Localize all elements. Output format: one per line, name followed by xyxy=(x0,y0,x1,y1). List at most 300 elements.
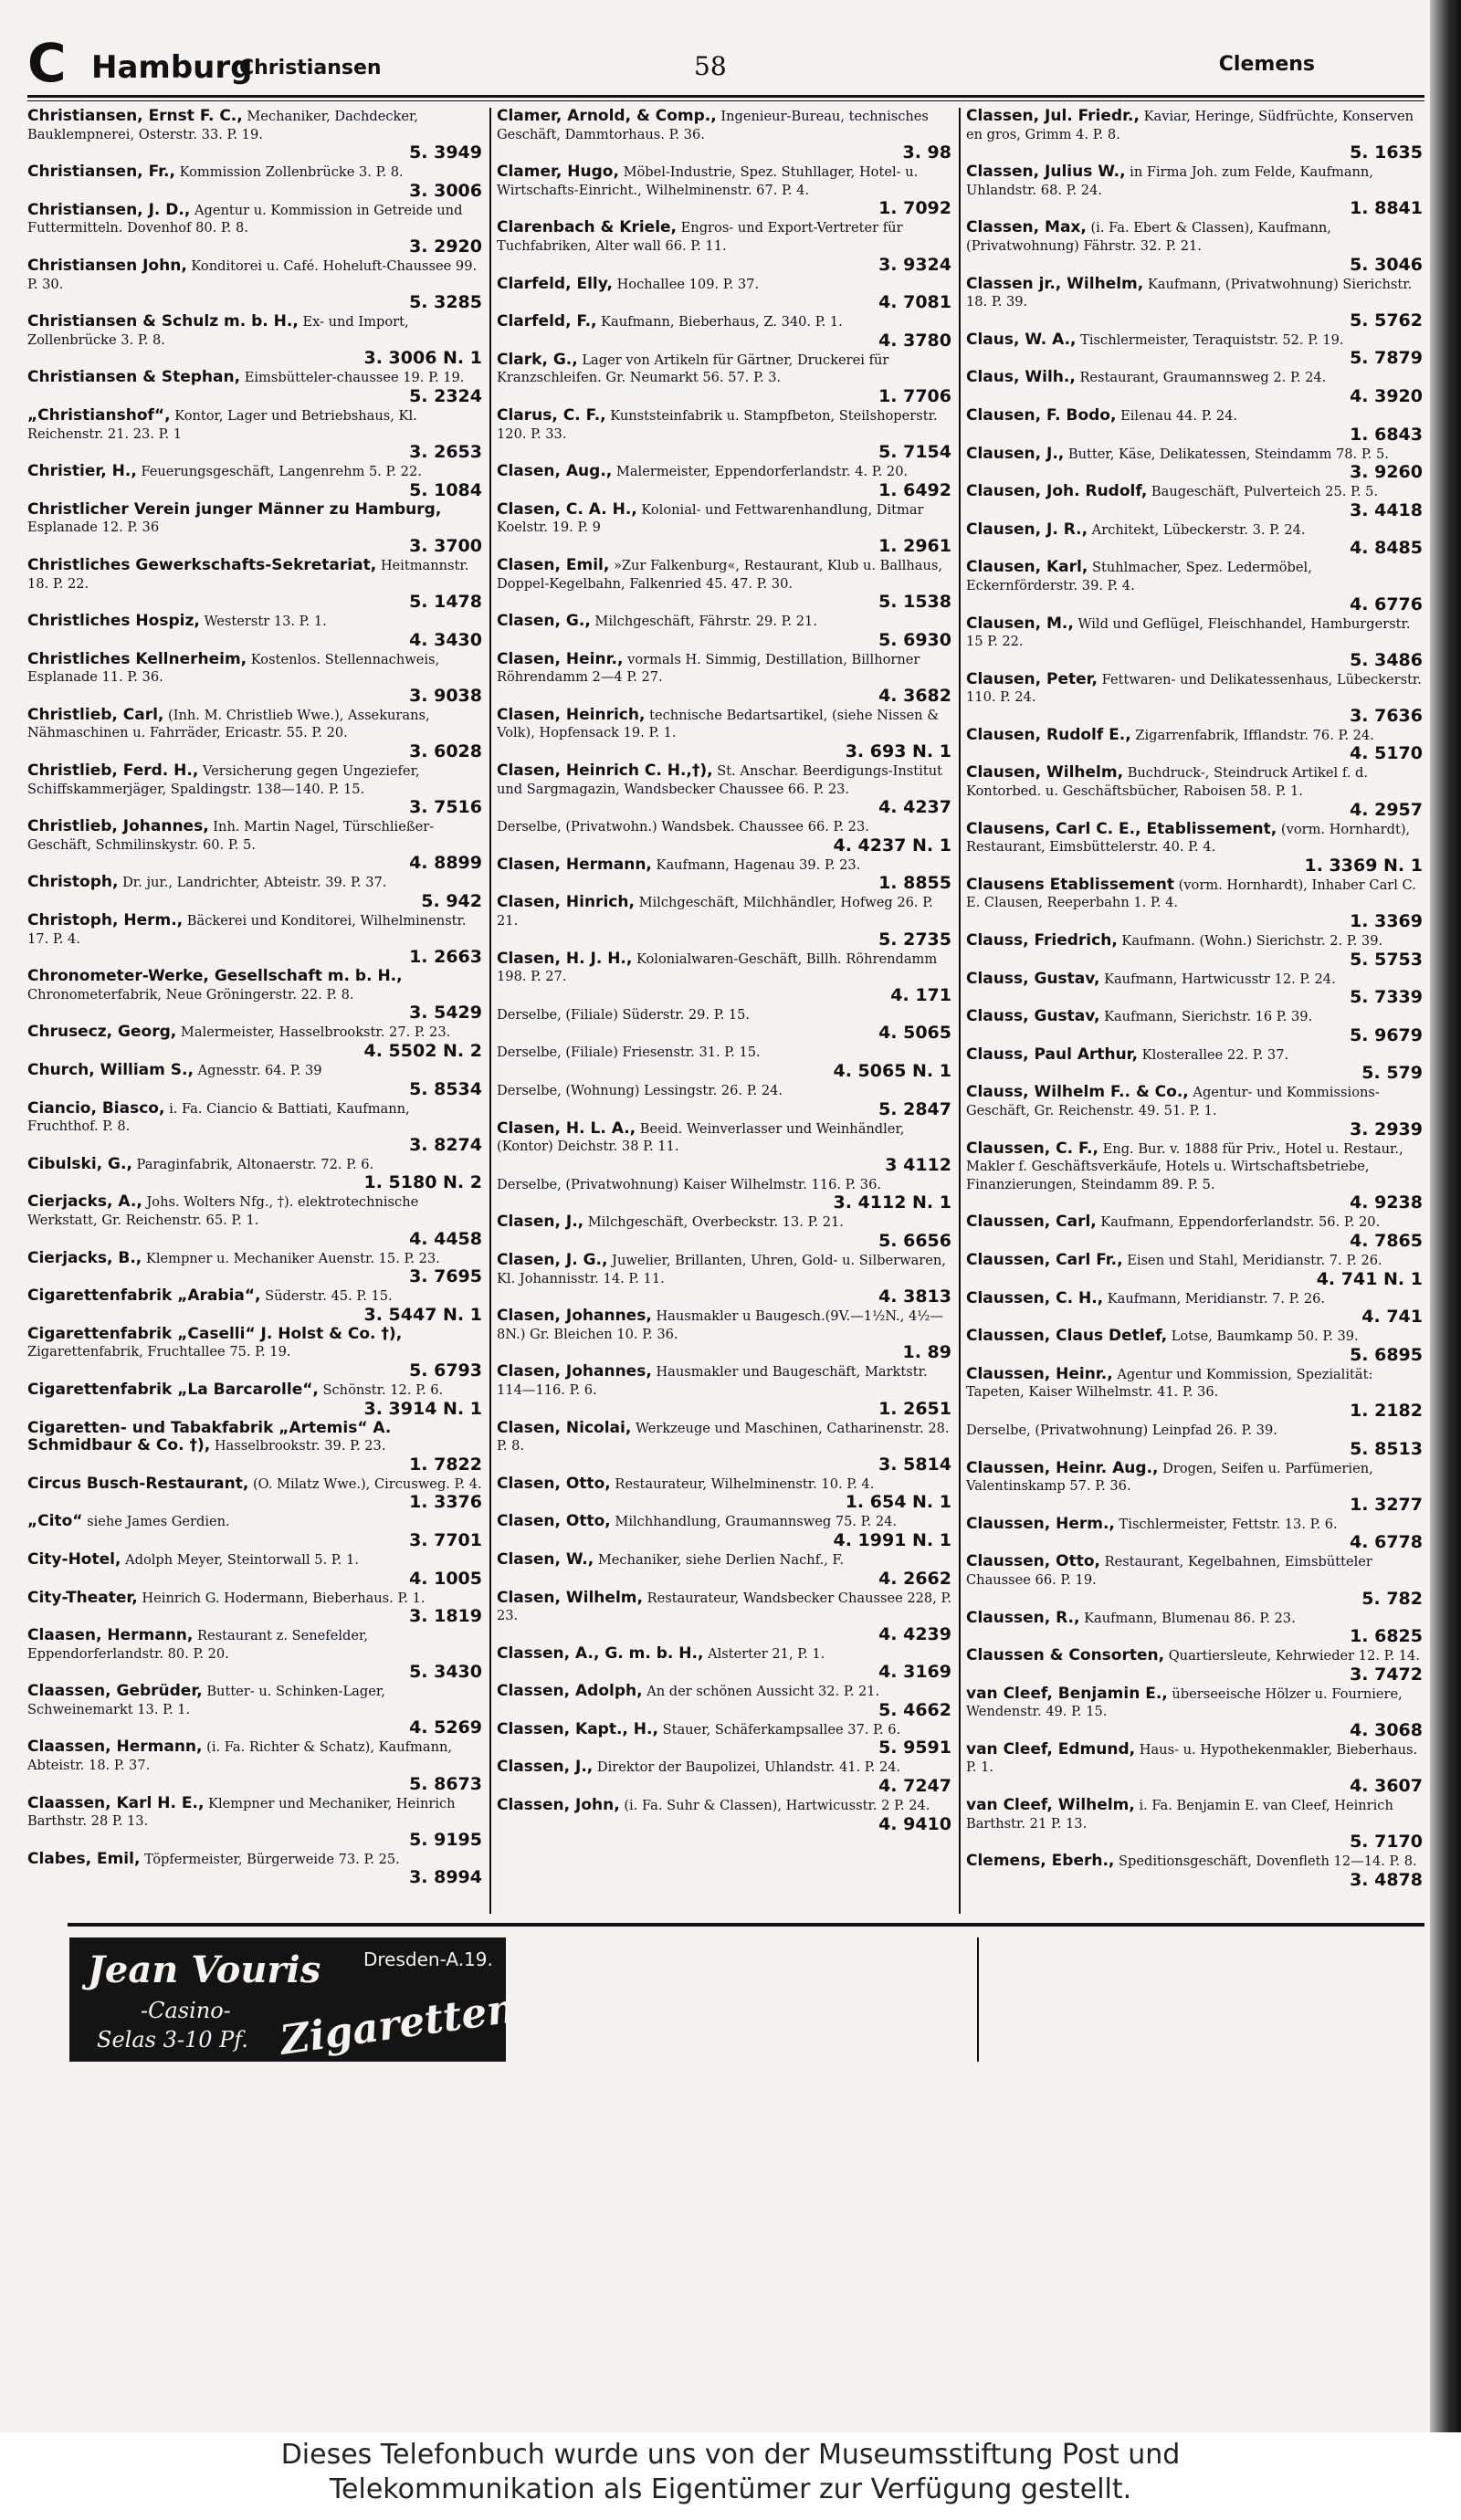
listing-entry xyxy=(27,874,482,910)
listing-entry xyxy=(497,501,951,555)
entry-text xyxy=(966,932,1423,950)
listing-entry xyxy=(497,651,951,705)
entry-text xyxy=(497,1176,951,1194)
phone-number: 4. 8485 xyxy=(1350,538,1423,559)
ad-price: Selas 3-10 Pf. xyxy=(97,2027,248,2053)
column-divider xyxy=(489,108,491,1914)
entry-details: Kaufmann, Hartwicusstr 12. P. 24. xyxy=(1104,971,1336,987)
entry-text xyxy=(966,163,1423,199)
entry-text xyxy=(27,1100,482,1136)
entry-text xyxy=(497,1797,951,1815)
entry-text xyxy=(966,877,1423,912)
phone-number: 1. 6843 xyxy=(1350,424,1423,445)
phone-number: 3. 98 xyxy=(902,142,951,163)
entry-name: Classen, J., xyxy=(497,1758,594,1777)
entry-text xyxy=(497,1363,951,1399)
entry-name: Cierjacks, B., xyxy=(27,1248,142,1267)
entry-name: Claussen, R., xyxy=(966,1608,1080,1627)
phone-number: 5. 3285 xyxy=(409,292,482,313)
entry-details: Klempner und Mechaniker, Heinrich Barthstr. 28 P. 13. xyxy=(27,1795,456,1830)
listing-entry xyxy=(497,1683,951,1719)
entry-text xyxy=(966,1008,1423,1026)
phone-number: 5. 3046 xyxy=(1350,254,1423,275)
phone-number: 1. 89 xyxy=(902,1342,951,1363)
phone-number: 5. 6895 xyxy=(1350,1344,1423,1365)
listing-entry xyxy=(27,613,482,649)
phone-number: 4. 3780 xyxy=(878,330,951,351)
listing-entry xyxy=(497,1006,951,1043)
entry-name: Clamer, Hugo, xyxy=(497,163,619,182)
page-number: 58 xyxy=(694,51,727,81)
phone-number: 5. 3430 xyxy=(409,1662,482,1683)
listing-entry xyxy=(27,1627,482,1681)
entry-text xyxy=(966,821,1423,856)
entry-name: Claussen, Heinr. Aug., xyxy=(966,1458,1159,1477)
entry-details: Mechaniker, Dachdecker, Bauklempnerei, Osterstr. 33. P. 19. xyxy=(27,109,419,142)
phone-number: 1. 7706 xyxy=(878,385,951,406)
entry-text xyxy=(27,762,482,798)
listing-entry xyxy=(27,1795,482,1849)
entry-text xyxy=(497,108,951,143)
page-header xyxy=(27,32,1315,94)
entry-name: Clasen, Heinrich, xyxy=(497,705,646,724)
phone-number: 3. 8274 xyxy=(409,1134,482,1155)
listing-entry xyxy=(497,1797,951,1833)
entry-text xyxy=(966,1328,1423,1346)
last-entry-guide: Clemens xyxy=(1218,53,1315,76)
entry-details: Alsterter 21, P. 1. xyxy=(708,1645,825,1662)
entry-details: in Firma Joh. zum Felde, Kaufmann, Uhlandstr. 68. P. 24. xyxy=(966,164,1373,198)
phone-number: 1. 6825 xyxy=(1350,1626,1423,1647)
listing-entry xyxy=(966,1516,1423,1552)
phone-number: 5. 7170 xyxy=(1350,1832,1423,1853)
entry-details: i. Fa. Ciancio & Battiati, Kaufmann, Fruchthof. P. 8. xyxy=(27,1100,410,1135)
listing-entry xyxy=(27,1683,482,1737)
entry-text xyxy=(497,219,951,255)
listing-entry xyxy=(497,1307,951,1361)
listing-entry xyxy=(27,1250,482,1286)
entry-name: Clasen, W., xyxy=(497,1549,594,1569)
listing-entry xyxy=(27,1381,482,1418)
entry-text xyxy=(497,1645,951,1664)
entry-details: Tischlermeister, Teraquiststr. 52. P. 19. xyxy=(1080,331,1344,348)
phone-number: 3. 6028 xyxy=(409,741,482,762)
entry-name: Christliches Hospiz, xyxy=(27,612,200,631)
entry-text xyxy=(27,1381,482,1400)
entry-details: Eng. Bur. v. 1888 für Priv., Hotel u. Restaur., Makler f. Geschäftsverkäufe, Hotels u. Wirtschaftsbetriebe, Finanzierungen, Steindamm 89. P. 5. xyxy=(966,1140,1403,1192)
phone-number: 4. 7081 xyxy=(878,292,951,313)
scan-footer xyxy=(0,2432,1461,2520)
listing-entry xyxy=(27,407,482,461)
entry-text xyxy=(27,369,482,387)
entry-name: Clausen, M., xyxy=(966,614,1074,633)
phone-number: 4. 1005 xyxy=(409,1568,482,1589)
phone-number: 1. 7092 xyxy=(878,198,951,219)
entry-details: Zigarrenfabrik, Ifflandstr. 76. P. 24. xyxy=(1135,727,1374,743)
entry-details: Ingenieur-Bureau, technisches Geschäft, Dammtorhaus. P. 36. xyxy=(497,109,929,142)
entry-details: Kostenlos. Stellennachweis, Esplanade 11. P. 36. xyxy=(27,651,440,686)
entry-name: „Christianshof“, xyxy=(27,405,171,425)
cigarette-advertisement xyxy=(69,1937,520,2064)
phone-number: 4. 741 N. 1 xyxy=(1316,1268,1423,1289)
listing-entry xyxy=(966,932,1423,969)
entry-name: Clark, G., xyxy=(497,350,578,369)
entry-details: (i. Fa. Richter & Schatz), Kaufmann, Abteistr. 18. P. 37. xyxy=(27,1739,453,1774)
entry-name: Christiansen, J. D., xyxy=(27,200,191,219)
listing-entry xyxy=(966,369,1423,405)
entry-name: Clauss, Friedrich, xyxy=(966,931,1118,950)
entry-text xyxy=(497,463,951,481)
phone-number: 4. 7247 xyxy=(878,1776,951,1797)
listing-entry xyxy=(966,219,1423,273)
entry-name: Claussen & Consorten, xyxy=(966,1646,1165,1665)
phone-number: 4. 3068 xyxy=(1350,1719,1423,1740)
phone-number: 3. 7701 xyxy=(409,1529,482,1550)
phone-number: 1. 2961 xyxy=(878,535,951,556)
ad-brand: Jean Vouris xyxy=(88,1948,321,1991)
entry-details: Kaufmann, Bieberhaus, Z. 340. P. 1. xyxy=(601,314,843,331)
phone-number: 1. 3369 xyxy=(1350,911,1423,932)
entry-name: Clemens, Eberh., xyxy=(966,1852,1115,1871)
listing-entry xyxy=(497,818,951,855)
entry-details: Agentur und Kommission, Spezialität: Tapeten, Kaiser Wilhelmstr. 41. P. 36. xyxy=(966,1366,1373,1401)
entry-name: Christlieb, Carl, xyxy=(27,705,164,724)
entry-text xyxy=(966,1422,1423,1440)
entry-text xyxy=(966,1213,1423,1232)
listing-entry xyxy=(966,559,1423,613)
phone-number: 4. 4458 xyxy=(409,1228,482,1249)
entry-text xyxy=(966,1140,1423,1194)
entry-details: Milchgeschäft, Fährstr. 29. P. 21. xyxy=(594,614,817,630)
entry-text xyxy=(966,671,1423,707)
entry-name: Clausen, F. Bodo, xyxy=(966,405,1117,425)
entry-name: Clarus, C. F., xyxy=(497,405,606,425)
entry-name: Christoph, Herm., xyxy=(27,911,184,930)
phone-number: 5. 6793 xyxy=(409,1360,482,1381)
entry-details: Stuhlmacher, Spez. Ledermöbel, Eckernförderstr. 39. P. 4. xyxy=(966,560,1312,593)
phone-number: 4. 5269 xyxy=(409,1717,482,1738)
listing-entry xyxy=(27,762,482,816)
entry-text xyxy=(497,1683,951,1701)
entry-details: Milchgeschäft, Overbeckstr. 13. P. 21. xyxy=(587,1214,844,1231)
entry-details: Johs. Wolters Nfg., †). elektrotechnische Werkstatt, Gr. Reichenstr. 65. P. 1. xyxy=(27,1194,419,1228)
entry-text xyxy=(497,1120,951,1156)
entry-text xyxy=(27,1851,482,1869)
entry-details: Dr. jur., Landrichter, Abteistr. 39. P. 37. xyxy=(122,875,387,891)
listing-entry xyxy=(27,1738,482,1792)
listing-entry xyxy=(497,1551,951,1588)
entry-text xyxy=(27,707,482,742)
entry-name: Christlieb, Ferd. H., xyxy=(27,761,199,781)
ad-product: Zigaretten xyxy=(277,1985,520,2064)
listing-entry xyxy=(27,1590,482,1626)
entry-text xyxy=(27,501,482,537)
entry-details: Engros- und Export-Vertreter für Tuchfabriken, Alter wall 66. P. 11. xyxy=(497,220,903,254)
entry-text xyxy=(497,818,951,836)
entry-details: (i. Fa. Ebert & Classen), Kaufmann, (Privatwohnung) Fährstr. 32. P. 21. xyxy=(966,220,1331,254)
listing-entry xyxy=(497,1176,951,1213)
phone-number: 1. 3376 xyxy=(409,1492,482,1513)
entry-details: Werkzeuge und Maschinen, Catharinenstr. 28. P. 8. xyxy=(497,1420,950,1454)
listing-entry xyxy=(966,1685,1423,1739)
entry-name: Clasen, H. L. A., xyxy=(497,1118,636,1138)
listing-entry xyxy=(27,1551,482,1588)
entry-text xyxy=(966,331,1423,350)
entry-text xyxy=(497,1307,951,1343)
entry-details: Westerstr 13. P. 1. xyxy=(204,614,327,630)
entry-text xyxy=(966,108,1423,143)
listing-entry xyxy=(27,818,482,872)
phone-number: 5. 2847 xyxy=(878,1098,951,1119)
entry-name: Chrusecz, Georg, xyxy=(27,1023,177,1042)
listing-entry xyxy=(27,1062,482,1098)
entry-name: Classen, John, xyxy=(497,1796,620,1815)
phone-number: 1. 8855 xyxy=(878,873,951,894)
entry-details: Klempner u. Mechaniker Auenstr. 15. P. 23. xyxy=(145,1250,440,1266)
phone-number: 4. 1991 N. 1 xyxy=(833,1529,951,1550)
entry-name: Clauss, Paul Arthur, xyxy=(966,1045,1139,1064)
entry-text xyxy=(497,276,951,294)
entry-details: Kaufmann, Blumenau 86. P. 23. xyxy=(1084,1610,1296,1626)
entry-details: Hochallee 109. P. 37. xyxy=(616,276,760,292)
entry-name: Clamer, Arnold, & Comp., xyxy=(497,108,717,125)
listing-column-1 xyxy=(27,108,482,1914)
listing-entry xyxy=(966,1328,1423,1364)
entry-name: Christiansen John, xyxy=(27,256,187,275)
phone-number: 4. 3430 xyxy=(409,629,482,650)
entry-details: i. Fa. Benjamin E. van Cleef, Heinrich Barthstr. 21 P. 13. xyxy=(966,1798,1393,1832)
entry-details: Agnesstr. 64. P. 39 xyxy=(197,1063,322,1078)
entry-details: Drogen, Seifen u. Parfümerien, Valentinskamp 57. P. 36. xyxy=(966,1460,1373,1495)
entry-name: Clasen, Aug., xyxy=(497,462,613,481)
phone-number: 3. 9260 xyxy=(1350,462,1423,483)
entry-text xyxy=(27,1420,482,1455)
listing-entry xyxy=(966,1366,1423,1420)
listing-column-3 xyxy=(966,108,1423,1914)
phone-number: 4. 7865 xyxy=(1350,1230,1423,1251)
entry-name: Christier, H., xyxy=(27,462,137,481)
entry-text xyxy=(27,163,482,182)
entry-details: Stauer, Schäferkampsallee 37. P. 6. xyxy=(662,1721,901,1738)
listing-entry xyxy=(27,1475,482,1512)
listing-entry xyxy=(497,108,951,162)
phone-number: 4. 2957 xyxy=(1350,799,1423,820)
listing-entry xyxy=(497,276,951,312)
entry-text xyxy=(966,1460,1423,1496)
entry-name: Cierjacks, A., xyxy=(27,1192,142,1212)
listing-entry xyxy=(966,407,1423,444)
entry-text xyxy=(966,1797,1423,1832)
listing-entry xyxy=(966,483,1423,520)
phone-number: 3. 1819 xyxy=(409,1606,482,1627)
entry-name: Clabes, Emil, xyxy=(27,1849,141,1868)
entry-name: Classen, Kapt., H., xyxy=(497,1719,658,1738)
phone-number: 4. 3813 xyxy=(878,1286,951,1307)
entry-details: Kolonialwaren-Geschäft, Billh. Röhrendamm 198. P. 27. xyxy=(497,950,938,985)
entry-details: Kaufmann, Eppendorferlandstr. 56. P. 20. xyxy=(1100,1214,1381,1231)
phone-number: 1. 2182 xyxy=(1350,1400,1423,1421)
phone-number: 1. 8841 xyxy=(1350,198,1423,219)
entry-name: Clasen, Hinrich, xyxy=(497,893,635,912)
entry-text xyxy=(27,818,482,854)
phone-number: 3. 4418 xyxy=(1350,499,1423,520)
entry-text xyxy=(966,1610,1423,1628)
entry-details: Chronometerfabrik, Neue Gröningerstr. 22. P. 8. xyxy=(27,986,354,1003)
entry-text xyxy=(966,764,1423,800)
entry-text xyxy=(966,1084,1423,1119)
entry-name: Claussen, Heinr., xyxy=(966,1364,1113,1383)
listing-entry xyxy=(27,463,482,499)
phone-number: 5. 8513 xyxy=(1350,1438,1423,1459)
entry-details: Kontor, Lager und Betriebshaus, Kl. Reichenstr. 21. 23. P. 1 xyxy=(27,407,417,442)
listing-entry xyxy=(966,1252,1423,1288)
entry-text xyxy=(497,1420,951,1455)
listing-entry xyxy=(497,219,951,273)
entry-name: Clasen, J. G., xyxy=(497,1250,608,1269)
entry-text xyxy=(27,651,482,687)
entry-name: Clasen, Johannes, xyxy=(497,1362,652,1381)
phone-number: 5. 782 xyxy=(1361,1588,1423,1609)
entry-name: Claassen, Hermann, xyxy=(27,1738,203,1757)
entry-name: Clausens, Carl C. E., Etablissement, xyxy=(966,819,1277,838)
listing-entry xyxy=(27,501,482,555)
entry-name: Cigarettenfabrik „Arabia“, xyxy=(27,1286,261,1306)
entry-text xyxy=(27,1250,482,1268)
entry-details: Bäckerei und Konditorei, Wilhelminenstr. 17. P. 4. xyxy=(27,913,467,947)
first-entry-guide: Christiansen xyxy=(239,57,382,79)
entry-text xyxy=(497,762,951,798)
listing-entry xyxy=(966,1084,1423,1138)
entry-name: Clausen, Peter, xyxy=(966,669,1098,688)
footer-line-1: Dieses Telefonbuch wurde uns von der Museumsstiftung Post und xyxy=(280,2439,1181,2471)
entry-details: Zigarettenfabrik, Fruchtallee 75. P. 19. xyxy=(27,1344,291,1360)
entry-details: Fettwaren- und Delikatessenhaus, Lübeckerstr. 110. P. 24. xyxy=(966,671,1422,706)
entry-name: Clasen, Otto, xyxy=(497,1474,611,1493)
listing-entry xyxy=(966,446,1423,482)
listing-entry xyxy=(27,1420,482,1474)
listing-entry xyxy=(27,912,482,966)
phone-number: 3. 7472 xyxy=(1350,1664,1423,1685)
entry-name: City-Theater, xyxy=(27,1588,138,1607)
entry-name: Clasen, Otto, xyxy=(497,1512,611,1531)
entry-details: Derselbe, (Wohnung) Lessingstr. 26. P. 24. xyxy=(497,1083,783,1098)
listing-entry xyxy=(27,108,482,162)
entry-text xyxy=(497,1721,951,1739)
phone-number: 5. 579 xyxy=(1361,1063,1423,1084)
entry-text xyxy=(27,1683,482,1718)
phone-number: 5. 9591 xyxy=(878,1738,951,1759)
phone-number: 1. 3277 xyxy=(1350,1494,1423,1515)
entry-name: Clausen, Karl, xyxy=(966,558,1088,577)
listing-entry xyxy=(497,1590,951,1643)
entry-name: Cigarettenfabrik „Caselli“ J. Holst & Co. †), xyxy=(27,1324,403,1343)
phone-number: 3. 3006 xyxy=(409,180,482,201)
listing-entry xyxy=(27,202,482,256)
entry-text xyxy=(27,912,482,948)
entry-details: Buchdruck-, Steindruck Artikel f. d. Kontorbed. u. Geschäftsbücher, Raboisen 58. P. 1. xyxy=(966,765,1368,800)
entry-details: »Zur Falkenburg«, Restaurant, Klub u. Ballhaus, Doppel-Kegelbahn, Falkenried 45. 47. P. 30. xyxy=(497,557,943,592)
listing-entry xyxy=(966,1610,1423,1646)
phone-number: 3. 8994 xyxy=(409,1867,482,1888)
listing-entry xyxy=(966,331,1423,368)
entry-name: Clasen, Heinrich C. H.,†), xyxy=(497,761,713,781)
entry-text xyxy=(497,1513,951,1531)
entry-details: An der schönen Aussicht 32. P. 21. xyxy=(646,1684,880,1700)
entry-text xyxy=(27,1287,482,1306)
phone-number: 5. 7154 xyxy=(878,442,951,463)
entry-name: van Cleef, Edmund, xyxy=(966,1739,1136,1759)
entry-name: Clausen, Rudolf E., xyxy=(966,725,1131,744)
entry-name: Clarfeld, F., xyxy=(497,312,597,331)
listing-entry xyxy=(966,1008,1423,1045)
phone-number: 5. 5762 xyxy=(1350,310,1423,331)
entry-name: Claussen, Herm., xyxy=(966,1514,1115,1533)
entry-name: Claussen, Otto, xyxy=(966,1552,1100,1571)
listing-entry xyxy=(497,856,951,893)
entry-name: Christliches Kellnerheim, xyxy=(27,649,247,668)
entry-name: Classen, Jul. Friedr., xyxy=(966,108,1140,125)
entry-text xyxy=(966,521,1423,540)
entry-text xyxy=(966,971,1423,989)
phone-number: 3. 3006 N. 1 xyxy=(363,348,482,369)
phone-number: 5. 1084 xyxy=(409,479,482,500)
entry-name: Clarfeld, Elly, xyxy=(497,274,613,293)
entry-details: Eimsbütteler-chaussee 19. P. 19. xyxy=(244,370,465,386)
entry-details: Töpfermeister, Bürgerweide 73. P. 25. xyxy=(144,1851,400,1867)
entry-details: Derselbe, (Privatwohnung) Kaiser Wilhelmstr. 116. P. 36. xyxy=(497,1176,881,1192)
listing-entry xyxy=(966,108,1423,162)
entry-details: Konditorei u. Café. Hoheluft-Chaussee 99. P. 30. xyxy=(27,257,478,292)
entry-details: Restaurateur, Wandsbecker Chaussee 228, P. 23. xyxy=(497,1590,951,1624)
entry-name: Clausens Etablissement xyxy=(966,875,1174,894)
entry-details: siehe James Gerdien. xyxy=(87,1514,230,1530)
phone-number: 4. 5170 xyxy=(1350,743,1423,764)
listing-entry xyxy=(27,1024,482,1060)
entry-text xyxy=(27,968,482,1003)
entry-text xyxy=(966,1516,1423,1534)
entry-name: Christlicher Verein junger Männer zu Hamburg, xyxy=(27,499,442,519)
entry-name: Church, William S., xyxy=(27,1061,194,1079)
entry-details: Malermeister, Eppendorferlandstr. 4. P. 20. xyxy=(615,464,909,480)
phone-number: 1. 6492 xyxy=(878,479,951,500)
entry-name: Claassen, Gebrüder, xyxy=(27,1682,203,1701)
phone-number: 3. 3914 N. 1 xyxy=(363,1398,482,1419)
listing-entry xyxy=(27,1326,482,1380)
entry-name: Claussen, Carl Fr., xyxy=(966,1250,1123,1269)
entry-text xyxy=(966,483,1423,501)
entry-details: Derselbe, (Filiale) Friesenstr. 31. P. 15. xyxy=(497,1045,761,1061)
entry-text xyxy=(27,1590,482,1608)
entry-name: Claassen, Karl H. E., xyxy=(27,1793,205,1812)
entry-text xyxy=(966,219,1423,255)
entry-details: Malermeister, Hasselbrookstr. 27. P. 23. xyxy=(180,1024,451,1041)
phone-number: 5. 9195 xyxy=(409,1829,482,1850)
listing-entry xyxy=(497,950,951,1004)
listing-entry xyxy=(966,971,1423,1007)
ad-city: Dresden-A.19. xyxy=(363,1948,493,1970)
entry-details: Kommission Zollenbrücke 3. P. 8. xyxy=(179,164,404,181)
entry-details: Esplanade 12. P. 36 xyxy=(27,520,160,536)
entry-details: Kunststeinfabrik u. Stampfbeton, Steilshoperstr. 120. P. 33. xyxy=(497,407,938,442)
listing-entry xyxy=(497,1475,951,1512)
phone-number: 5. 8534 xyxy=(409,1078,482,1099)
phone-number: 4. 3682 xyxy=(878,685,951,706)
entry-text xyxy=(497,313,951,331)
phone-number: 5. 6656 xyxy=(878,1230,951,1251)
entry-details: Eilenau 44. P. 24. xyxy=(1120,407,1238,424)
listing-entry xyxy=(966,1290,1423,1327)
phone-number: 5. 3486 xyxy=(1350,649,1423,670)
